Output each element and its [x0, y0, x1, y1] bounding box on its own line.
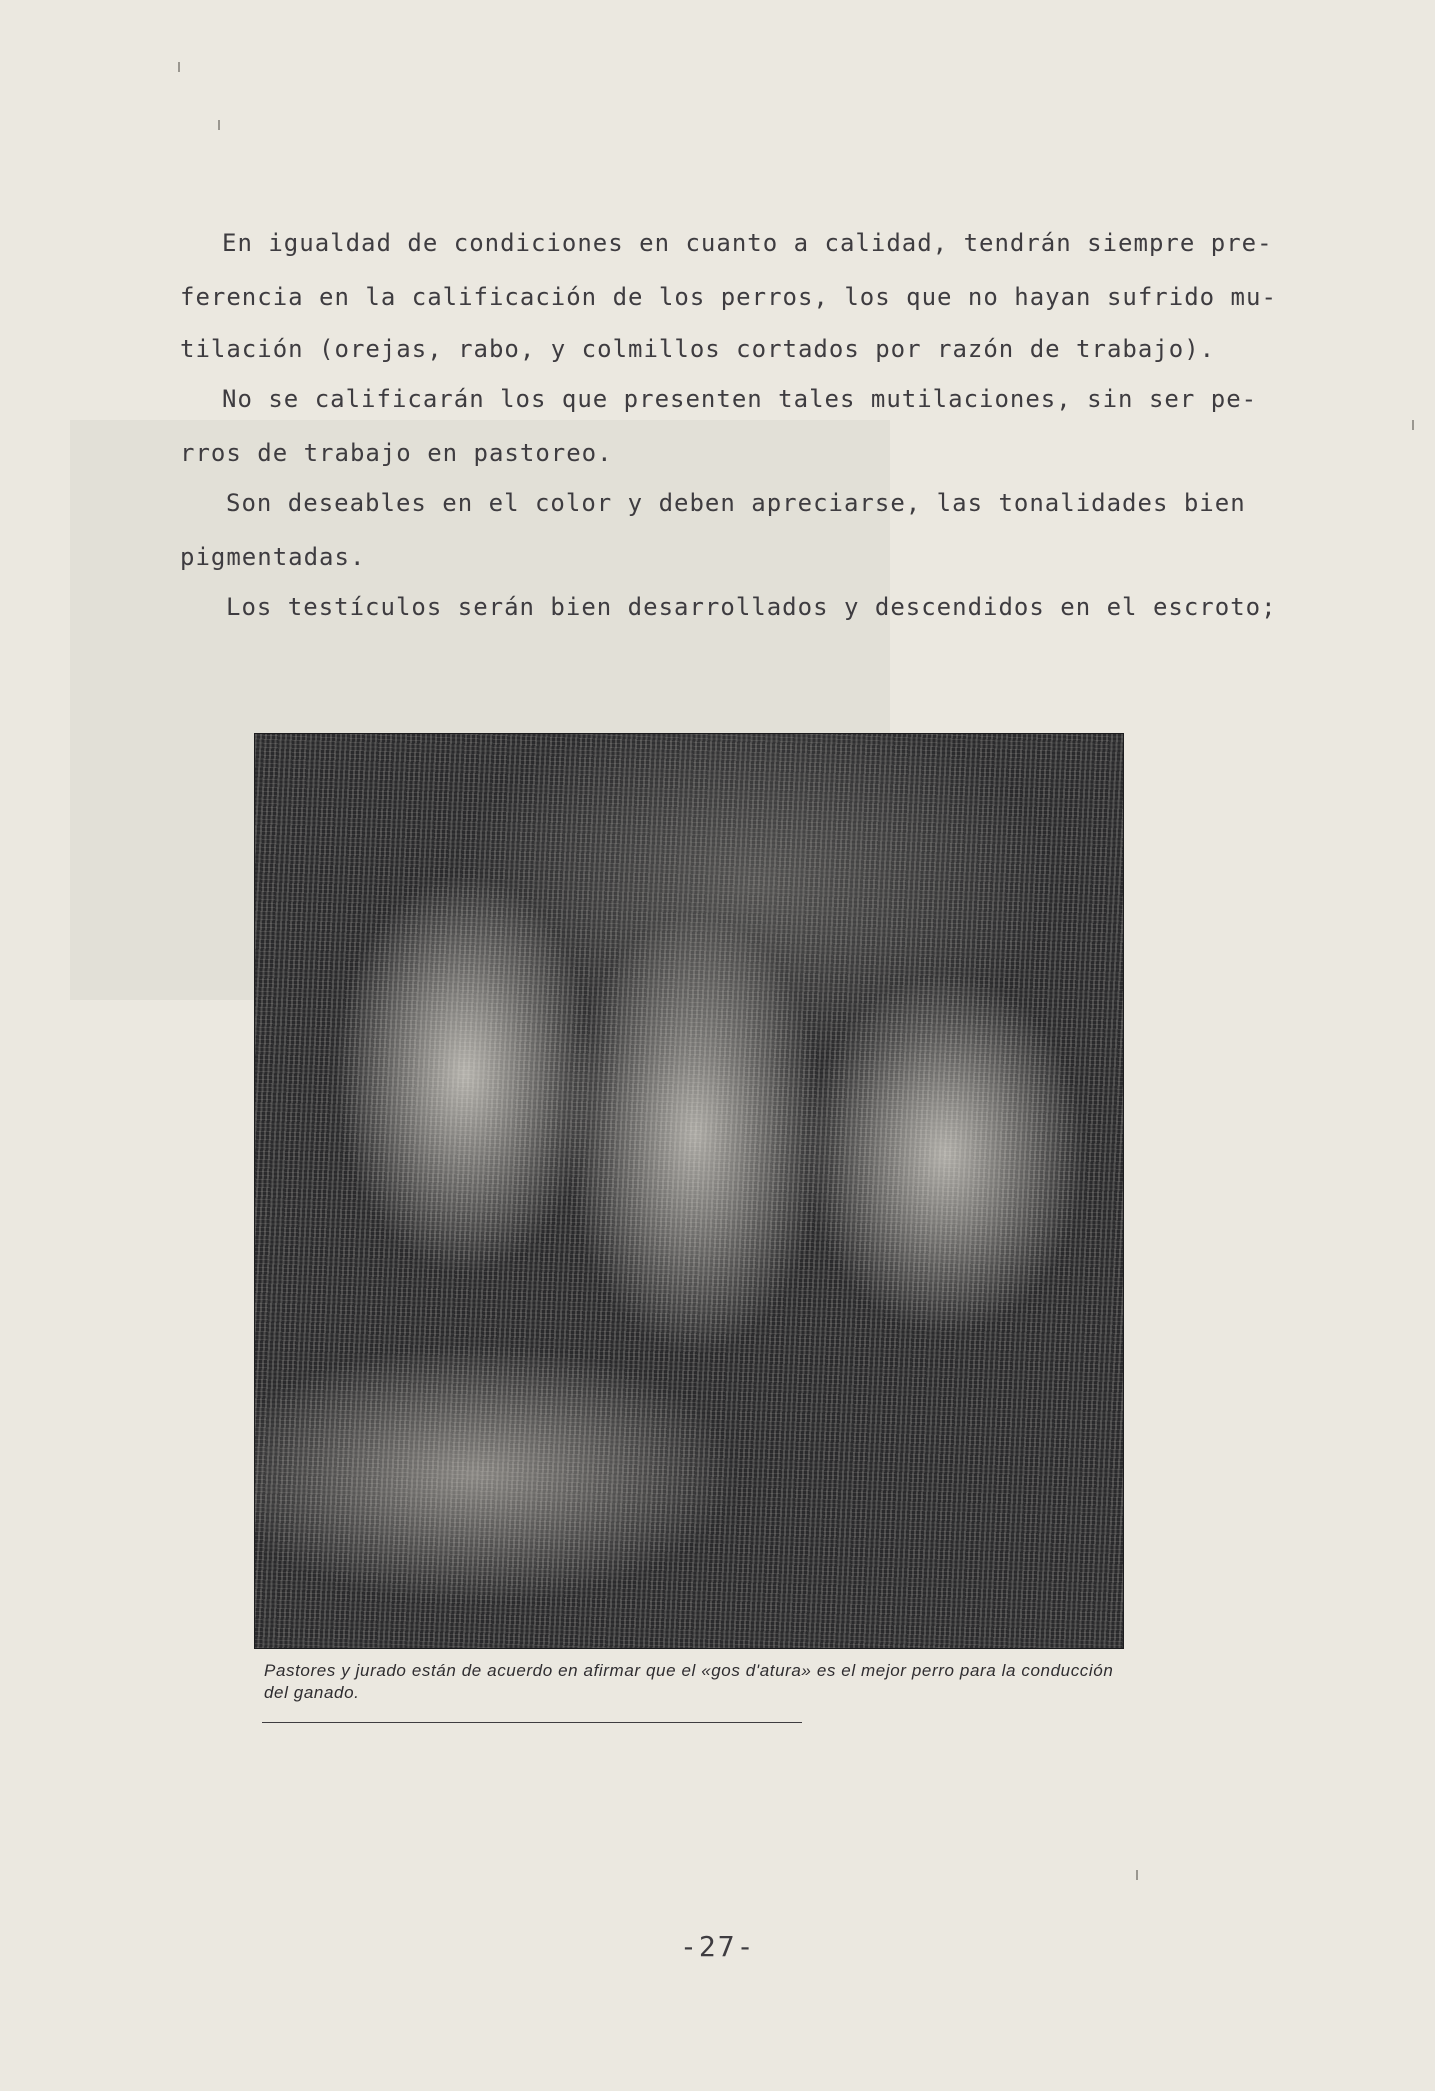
- caption-underline: [262, 1722, 802, 1723]
- scan-speck: [1412, 420, 1414, 430]
- scan-speck: [178, 62, 180, 72]
- paragraph-2-line-2: rros de trabajo en pastoreo.: [180, 439, 613, 467]
- scan-speck: [1136, 1870, 1138, 1880]
- scan-speck: [218, 120, 220, 130]
- paragraph-1-line-2: ferencia en la calificación de los perros, los que no hayan sufrido mu-: [180, 283, 1277, 311]
- paragraph-3-line-2: pigmentadas.: [180, 543, 366, 571]
- paragraph-1-line-3: tilación (orejas, rabo, y colmillos cortados por razón de trabajo).: [180, 335, 1216, 363]
- figure-caption: Pastores y jurado están de acuerdo en afirmar que el «gos d'atura» es el mejor perro para la conducción del ganado.: [264, 1661, 1114, 1702]
- paragraph-4-line-1: Los testículos serán bien desarrollados y descendidos en el escroto;: [226, 593, 1277, 621]
- paragraph-2-line-1: No se calificarán los que presenten tales mutilaciones, sin ser pe-: [222, 385, 1258, 413]
- page-number: -27-: [680, 1930, 756, 1963]
- shepherds-photo: [254, 733, 1124, 1649]
- paragraph-3-line-1: Son deseables en el color y deben apreciarse, las tonalidades bien: [226, 489, 1246, 517]
- paragraph-1-line-1: En igualdad de condiciones en cuanto a calidad, tendrán siempre pre-: [222, 229, 1273, 257]
